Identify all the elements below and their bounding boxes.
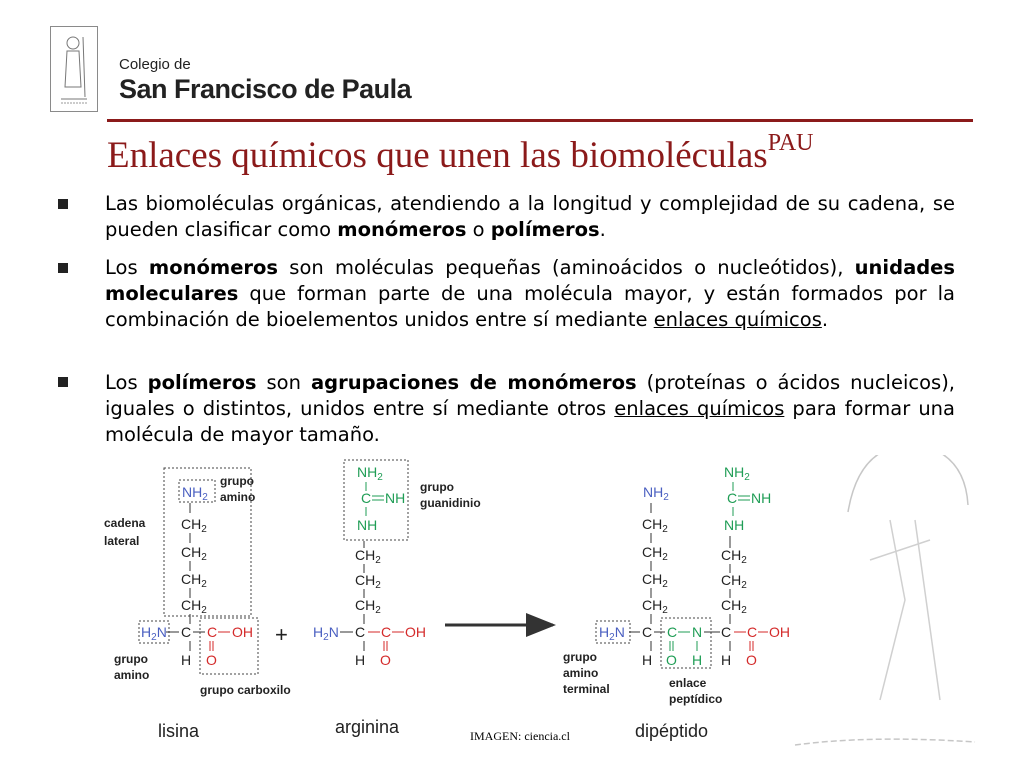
svg-text:H: H [355, 652, 366, 668]
label-lisina: lisina [158, 721, 200, 741]
bullet-paragraph-2: Los monómeros son moléculas pequeñas (aminoácidos o nucleótidos), unidades moleculares que forman parte de una molécula mayor, y están formados por la combinación de bioelementos unidos entre sí mediante enlaces químicos. [105, 256, 956, 331]
svg-text:CH2: $CH_2$ [355, 547, 381, 566]
svg-text:N: N [692, 624, 703, 640]
svg-text:C: C [181, 624, 192, 640]
logo-line-2: San Francisco de Paula [119, 74, 412, 104]
label-grupo: grupo [420, 480, 454, 494]
svg-text:H: H [692, 652, 703, 668]
watermark-seal [795, 455, 975, 745]
label-grupo: grupo [220, 474, 254, 488]
svg-text:H: H [721, 652, 732, 668]
saint-figure-icon [51, 27, 97, 111]
plus-sign: + [275, 622, 288, 647]
label-amino: amino [114, 668, 150, 682]
label-lateral: lateral [104, 534, 140, 548]
svg-text:C: C [381, 624, 392, 640]
svg-text:CH2: $CH_2$ [721, 597, 747, 616]
svg-text:O: O [746, 652, 757, 668]
svg-text:C: C [361, 490, 372, 506]
label-grupo: grupo [114, 652, 148, 666]
svg-text:H2N: $H_2N$ [599, 624, 625, 643]
svg-text:CH2: $CH_2$ [181, 597, 207, 616]
svg-text:NH: NH [385, 490, 406, 506]
label-grupo-carboxilo: grupo carboxilo [200, 683, 291, 697]
svg-text:O: O [206, 652, 217, 668]
svg-text:CH2: $CH_2$ [642, 544, 668, 563]
svg-text:C: C [642, 624, 653, 640]
svg-text:C: C [207, 624, 218, 640]
amino-acid-diagram [0, 455, 1024, 768]
svg-text:NH2: $NH_2$ [357, 464, 383, 483]
svg-text:NH2: $NH_2$ [643, 484, 669, 503]
label-terminal: terminal [563, 682, 610, 696]
svg-text:CH2: $CH_2$ [642, 597, 668, 616]
svg-text:CH2: $CH_2$ [355, 597, 381, 616]
image-credit: IMAGEN: ciencia.cl [470, 729, 570, 743]
label-arginina: arginina [335, 717, 400, 737]
school-logo [50, 26, 98, 112]
label-peptidico: peptídico [669, 692, 723, 706]
svg-text:CH2: $CH_2$ [642, 516, 668, 535]
svg-text:H: H [642, 652, 653, 668]
arginina-molecule [313, 460, 426, 668]
label-enlace: enlace [669, 676, 707, 690]
svg-text:C: C [667, 624, 678, 640]
svg-text:OH: OH [405, 624, 426, 640]
svg-text:C: C [727, 490, 738, 506]
svg-text:NH2: $NH_2$ [724, 464, 750, 483]
svg-text:NH: NH [724, 517, 745, 533]
svg-text:CH2: $CH_2$ [642, 571, 668, 590]
svg-text:CH2: $CH_2$ [181, 571, 207, 590]
lisina-nh2: $NH_2$ [182, 484, 208, 503]
label-amino: amino [220, 490, 256, 504]
svg-text:NH: NH [357, 517, 378, 533]
bullet-paragraph-1: Las biomoléculas orgánicas, atendiendo a la longitud y complejidad de su cadena, se pueden clasificar como monómeros o polímeros. [105, 192, 955, 241]
slide-title: Enlaces químicos que unen las biomoléculas$^{PAU}$ [107, 130, 814, 176]
svg-text:CH2: $CH_2$ [181, 516, 207, 535]
label-dipeptido: dipéptido [635, 721, 709, 741]
svg-text:H2N: $H_2N$ [313, 624, 339, 643]
label-amino: amino [563, 666, 599, 680]
svg-text:CH2: $CH_2$ [721, 547, 747, 566]
svg-text:O: O [380, 652, 391, 668]
svg-text:C: C [721, 624, 732, 640]
svg-text:H: H [181, 652, 192, 668]
svg-text:NH: NH [751, 490, 772, 506]
svg-text:C: C [355, 624, 366, 640]
bullet-marker [58, 377, 68, 387]
label-guanidinio: guanidinio [420, 496, 481, 510]
svg-text:CH2: $CH_2$ [355, 572, 381, 591]
bullet-marker [58, 263, 68, 273]
label-cadena: cadena [104, 516, 146, 530]
label-grupo: grupo [563, 650, 597, 664]
svg-text:CH2: $CH_2$ [181, 544, 207, 563]
dipeptido-molecule [596, 464, 790, 668]
logo-line-1: Colegio de [119, 56, 191, 73]
title-rule [107, 119, 973, 122]
svg-text:OH: OH [769, 624, 790, 640]
svg-text:OH: OH [232, 624, 253, 640]
svg-text:CH2: $CH_2$ [721, 572, 747, 591]
bullet-marker [58, 199, 68, 209]
bullet-paragraph-3: Los polímeros son agrupaciones de monómeros (proteínas o ácidos nucleicos), iguales o distintos, unidos entre sí mediante otros enlaces químicos para formar una molécula de mayor tamaño. [105, 371, 956, 446]
svg-text:C: C [747, 624, 758, 640]
svg-text:H2N: $H_2N$ [141, 624, 167, 643]
svg-text:O: O [666, 652, 677, 668]
